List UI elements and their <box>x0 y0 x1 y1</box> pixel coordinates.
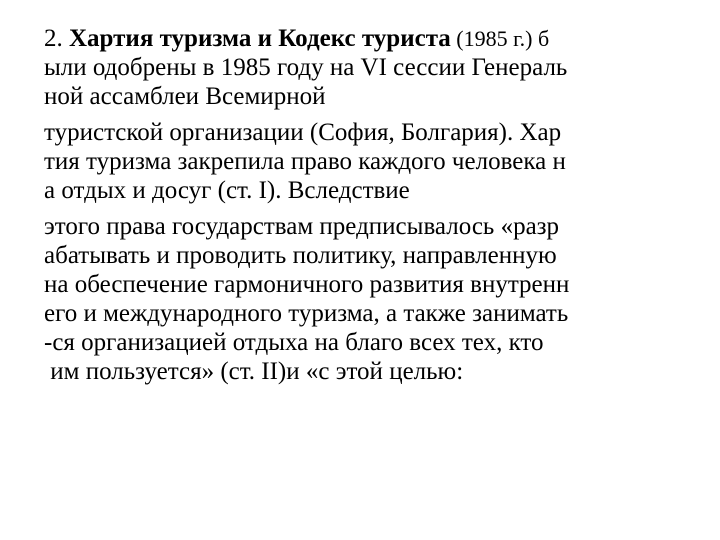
item-number: 2. <box>44 25 69 52</box>
text-line-2: ыли одобрены в 1985 году на VI сессии Генераль <box>44 54 568 81</box>
text-line-1 <box>44 24 704 53</box>
text-line-8: абатывать и проводить политику, направленную <box>44 242 557 269</box>
text-line-5: тия туризма закрепила право каждого человека н <box>44 148 566 175</box>
document-text <box>44 24 704 386</box>
text-line-9: на обеспечение гармоничного развития внутренн <box>44 271 570 298</box>
text-line-11: -ся организацией отдыха на благо всех тех, кто <box>44 329 544 356</box>
title-year: (1985 г.) б <box>450 26 550 51</box>
text-line-4: туристской организации (София, Болгария). Хар <box>44 119 562 146</box>
text-line-3: ной ассамблеи Всемирной <box>44 83 326 110</box>
text-line-7: этого права государствам предписывалось «разр <box>44 213 560 240</box>
text-line-12: им пользуется» (ст. II)и «с этой целью: <box>44 358 464 385</box>
text-line-6: а отдых и досуг (ст. I). Вследствие <box>44 177 410 204</box>
text-line-10: его и международного туризма, а также занимать <box>44 300 569 327</box>
document-title: Хартия туризма и Кодекс туриста <box>69 25 451 52</box>
